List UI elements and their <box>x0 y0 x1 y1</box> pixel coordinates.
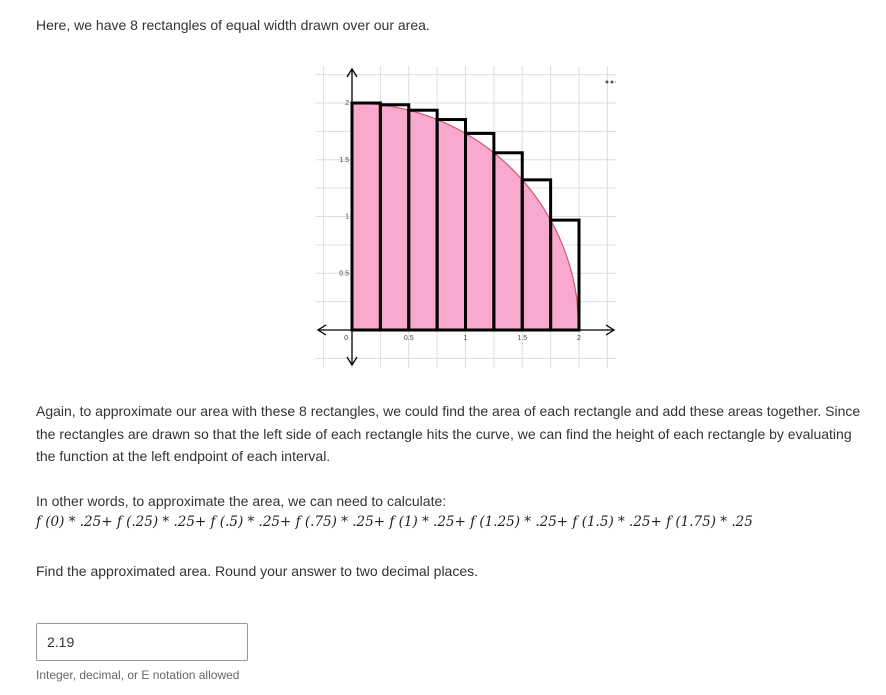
riemann-sum-graph <box>316 66 616 368</box>
explanation-paragraph: Again, to approximate our area with these 8 rectangles, we could find the area of each rectangle and add these areas together. Since the rectangles are drawn so that the left side of each rectangle hits the curve, we can find the height of each rectangle by evaluating the function at the left endpoint of each interval. <box>36 403 861 464</box>
y-tick-label: 1 <box>345 213 349 221</box>
input-hint: Integer, decimal, or E notation allowed <box>36 668 240 682</box>
y-tick-label: 0.5 <box>339 270 349 278</box>
question-text: Find the approximated area. Round your answer to two decimal places. <box>36 563 479 579</box>
intro-text: Here, we have 8 rectangles of equal width drawn over our area. <box>36 17 430 33</box>
x-tick-label: 2 <box>577 335 581 342</box>
x-tick-label: 0.5 <box>403 335 414 342</box>
x-tick-label: 1 <box>463 335 468 342</box>
y-tick-label: 2 <box>345 100 349 107</box>
graph-menu-icon[interactable] <box>606 81 617 84</box>
x-tick-label: 0 <box>344 335 348 342</box>
instruction-text: In other words, to approximate the area, we can need to calculate: <box>36 493 447 509</box>
answer-input[interactable] <box>36 623 248 661</box>
riemann-sum-formula: f (0) * .25+ f (.25) * .25+ f (.5) * .25+ f (.75) * .25+ f (1) * .25+ f (1.25) * .25+ f (1.5) * .25+ f (1.75) * .25 <box>36 514 753 530</box>
x-tick-label: 1.5 <box>517 335 528 342</box>
y-tick-label: 1.5 <box>339 156 349 164</box>
